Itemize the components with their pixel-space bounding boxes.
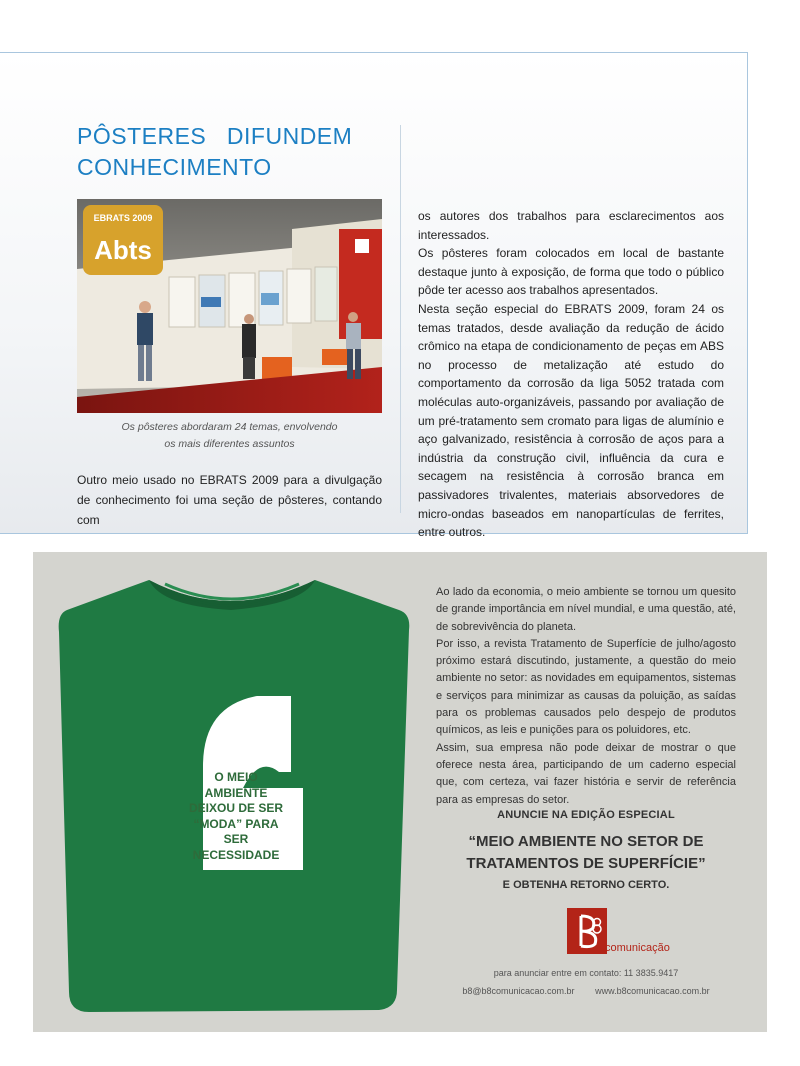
ad-website[interactable]: www.b8comunicacao.com.br [595, 986, 710, 996]
advertisement [33, 552, 767, 1032]
shirt-line: “MODA” PARA [193, 816, 279, 831]
article-right-column [418, 207, 724, 542]
photo-sign-text: EBRATS 2009 [93, 213, 153, 223]
ad-cta-title-line-2: TRATAMENTOS DE SUPERFÍCIE” [466, 855, 706, 872]
event-photo [77, 199, 382, 413]
article-left-column: Outro meio usado no EBRATS 2009 para a divulgação de conhecimento foi uma seção de pôsteres, contando com [77, 473, 382, 527]
ad-cta-title [436, 831, 736, 875]
ad-cta-title-line-1: “MEIO AMBIENTE NO SETOR DE [468, 833, 704, 850]
headline-line-2: CONHECIMENTO [77, 154, 272, 180]
article-paragraph: os autores dos trabalhos para esclarecimentos aos interessados. [418, 209, 724, 242]
ad-cta-intro: ANUNCIE NA EDIÇÃO ESPECIAL [497, 809, 675, 821]
ad-email[interactable]: b8@b8comunicacao.com.br [462, 986, 575, 996]
column-divider [400, 125, 401, 513]
caption-line-1: Os pôsteres abordaram 24 temas, envolvendo [121, 421, 338, 433]
shirt-line: SER NECESSIDADE [192, 832, 280, 862]
ad-paragraph: Por isso, a revista Tratamento de Superfície de julho/agosto próximo estará discutindo, justamente, a questão do meio ambiente no setor: as novidades em equipamentos, sistemas e serviços para minimizar as causas da poluição, as saídas para os problemas causados pelo despejo de produtos químicos, as leis e punições para os poluidores, etc. [436, 637, 736, 737]
article-paragraph: Os pôsteres foram colocados em local de bastante destaque junto à exposição, de forma que todo o público pôde ter acesso aos trabalhos apresentados. [418, 246, 724, 298]
ad-contact-phone: para anunciar entre em contato: 11 3835.9417 [493, 968, 679, 978]
caption-line-2: os mais diferentes assuntos [164, 438, 295, 450]
ad-cta-outro: E OBTENHA RETORNO CERTO. [502, 879, 670, 891]
ad-paragraph: Ao lado da economia, o meio ambiente se tornou um quesito de grande importância em nível mundial, e uma questão, até, de sobrevivência do planeta. [436, 586, 736, 633]
photo-logo-text: Abts [94, 235, 152, 265]
b8-logo-icon [567, 908, 607, 954]
article-paragraph: Nesta seção especial do EBRATS 2009, foram 24 os temas tratados, desde avaliação da redução de ácido crômico na etapa de condicionamento de peças em ABS no processo de metalização até estudo do comportamento da corrosão da liga 5052 tratada com moléculas auto-organizáveis, passando por avaliação de um pré-tratamento sem cromato para ligas de alumínio e aço galvanizado, resistência à corrosão de aços para a indústria da construção civil, influência da cura e secagem na resistência à corrosão branca em passivadores trivalentes, materiais absorvedores de micro-ondas baseados em nanopartículas de ferrites, entre outros. [418, 301, 724, 540]
shirt-line: O MEIO AMBIENTE [204, 770, 268, 800]
ad-paragraph: Assim, sua empresa não pode deixar de mostrar o que oferece nesta área, participando de um caderno especial que, com certeza, vai fazer história e servir de referência para as empresas do setor. [436, 741, 736, 806]
ad-contact-links [436, 986, 736, 996]
article-headline [77, 121, 377, 183]
logo-wordmark: comunicação [605, 942, 670, 954]
article-panel [0, 52, 748, 540]
shirt-line: DEIXOU DE SER [188, 801, 284, 815]
photo-caption [77, 419, 382, 453]
shirt-slogan [183, 770, 289, 863]
headline-line-1: PÔSTERES DIFUNDEM [77, 123, 353, 149]
ad-body-text [436, 584, 736, 809]
